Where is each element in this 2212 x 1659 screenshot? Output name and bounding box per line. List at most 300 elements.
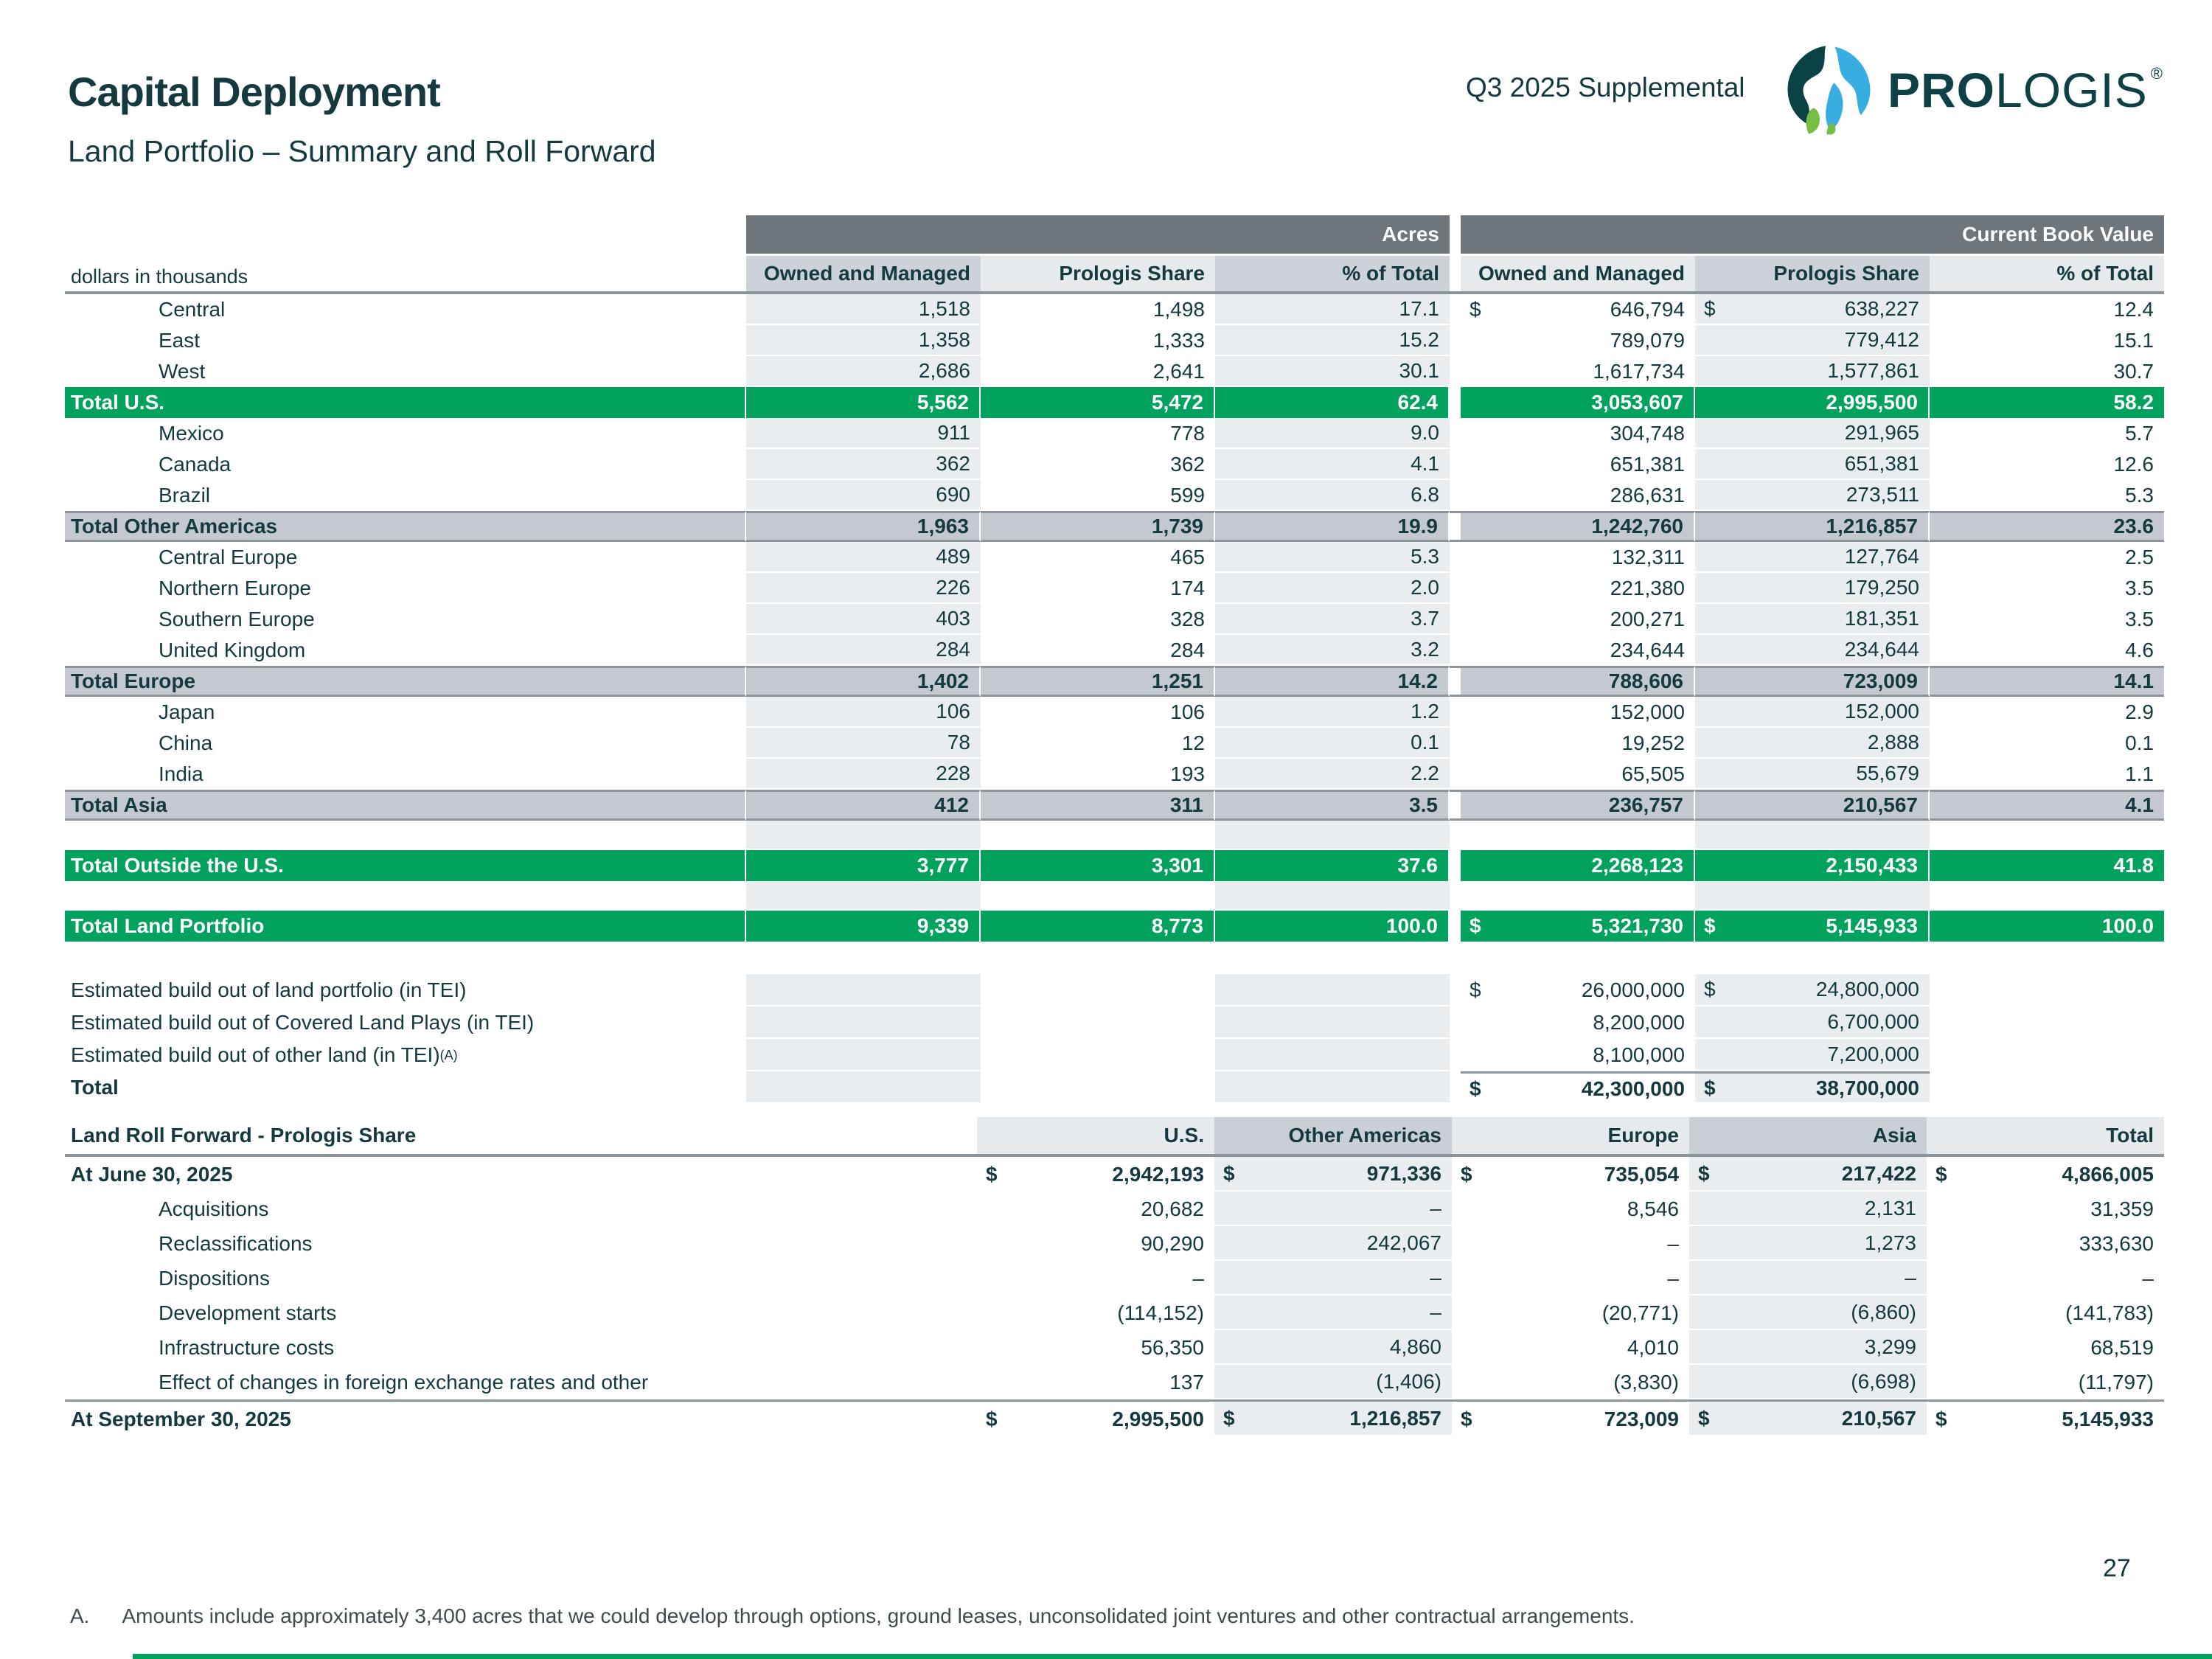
table-cell	[1461, 728, 1695, 759]
table-cell	[981, 511, 1215, 542]
table-row	[65, 480, 2164, 511]
table-cell	[1461, 635, 1695, 666]
table-cell	[1695, 881, 1930, 911]
table-cell	[1689, 1192, 1927, 1226]
cell-value: 273,511	[1846, 483, 1919, 506]
column-gap	[1450, 325, 1461, 356]
table-cell	[746, 790, 981, 821]
row-label: East	[159, 329, 201, 352]
cell-value: 2,995,500	[1826, 391, 1918, 414]
acres-group-header: Acres	[746, 215, 1450, 254]
table-cell	[1461, 480, 1695, 511]
table-cell	[1461, 850, 1695, 881]
dollar-sign: $	[1223, 1161, 1235, 1185]
table-cell	[1695, 850, 1930, 881]
cell-value: 1,402	[917, 669, 969, 692]
cell-value: 1,333	[1152, 329, 1205, 352]
table-cell	[1461, 697, 1695, 728]
cell-value: 100.0	[1385, 914, 1438, 937]
table-cell	[1695, 666, 1930, 697]
cell-value: 1,242,760	[1591, 515, 1683, 538]
dollar-sign: $	[1223, 1406, 1235, 1430]
table-cell	[1215, 1039, 1450, 1071]
table-cell	[981, 821, 1215, 850]
column-gap	[1450, 604, 1461, 635]
table-cell	[746, 821, 981, 850]
table-cell	[1927, 1295, 2164, 1330]
table-cell	[1215, 790, 1450, 821]
table-cell	[977, 1157, 1214, 1192]
cell-value: –	[1667, 1266, 1679, 1290]
cell-value: 228	[936, 762, 970, 785]
row-label: Northern Europe	[159, 577, 312, 599]
table-cell	[1461, 542, 1695, 573]
table-cell	[746, 449, 981, 480]
table-cell	[1452, 1192, 1689, 1226]
row-label-text: Estimated build out of Covered Land Plays (in TEI)	[71, 1011, 535, 1034]
dollar-sign: $	[1470, 298, 1481, 321]
column-gap	[1450, 215, 1461, 254]
table-cell	[746, 542, 981, 573]
table-cell	[981, 697, 1215, 728]
row-label: Estimated build out of other land (in TEI) (A)	[71, 1043, 458, 1066]
table-cell	[1461, 821, 1695, 850]
cell-value: 242,067	[1366, 1231, 1441, 1254]
table-cell	[1930, 974, 2164, 1006]
table-cell	[1215, 573, 1450, 604]
cell-value: 181,351	[1844, 607, 1919, 630]
table-cell	[1695, 728, 1930, 759]
cell-value: 26,000,000	[1581, 978, 1685, 1001]
table-cell	[1452, 1157, 1689, 1192]
table-cell	[1930, 821, 2164, 850]
table-cell	[1930, 1071, 2164, 1104]
table-cell	[1461, 1039, 1695, 1071]
cell-value: 2,686	[918, 359, 970, 382]
column-gap	[1450, 418, 1461, 449]
table-cell	[981, 542, 1215, 573]
table-cell	[746, 511, 981, 542]
column-header: Other Americas	[1214, 1117, 1452, 1154]
page-number: 27	[2103, 1554, 2131, 1582]
table-cell	[1215, 759, 1450, 790]
column-gap	[1450, 387, 1461, 418]
row-label-text: Estimated build out of other land (in TEI)	[71, 1043, 440, 1066]
table-row	[65, 790, 2164, 821]
cell-value: 31,359	[2090, 1197, 2154, 1220]
column-gap	[1450, 974, 1461, 1006]
row-label: Canada	[159, 453, 232, 476]
table-cell	[977, 1295, 1214, 1330]
cell-value: (1,406)	[1376, 1369, 1441, 1393]
wordmark-bold: PRO	[1888, 63, 1996, 117]
cell-value: 4,866,005	[2062, 1162, 2154, 1186]
dollar-sign: $	[1935, 1162, 1947, 1186]
table-cell	[1461, 325, 1695, 356]
cell-value: 3,301	[1151, 854, 1203, 877]
table-cell	[1930, 418, 2164, 449]
cell-value: 2,888	[1867, 731, 1919, 754]
cell-value: 4,010	[1627, 1335, 1679, 1359]
cell-value: 14.2	[1397, 669, 1438, 692]
cell-value: –	[1430, 1300, 1441, 1324]
supplemental-label: Q3 2025 Supplemental	[1466, 72, 1745, 102]
table-cell	[1695, 759, 1930, 790]
table-cell	[1461, 759, 1695, 790]
dollar-sign: $	[1470, 1077, 1481, 1100]
table-cell	[981, 728, 1215, 759]
table-cell	[1215, 666, 1450, 697]
table-cell	[1930, 697, 2164, 728]
cell-value: 234,644	[1610, 639, 1685, 661]
cell-value: 362	[1170, 453, 1205, 476]
column-gap	[1450, 635, 1461, 666]
dollar-sign: $	[1704, 1076, 1716, 1099]
table-row	[65, 511, 2164, 542]
table-row	[65, 1157, 2164, 1192]
table-cell	[1215, 542, 1450, 573]
cell-value: 2.0	[1411, 576, 1439, 599]
cell-value: (20,771)	[1601, 1301, 1679, 1324]
table-cell	[1695, 480, 1930, 511]
cell-value: 8,773	[1151, 914, 1203, 937]
cell-value: 15.1	[2113, 329, 2154, 352]
table-cell	[1452, 1330, 1689, 1365]
cell-value: 12	[1181, 731, 1205, 754]
cell-value: (3,830)	[1613, 1370, 1679, 1394]
table-cell	[977, 1330, 1214, 1365]
cell-value: 106	[1170, 700, 1205, 723]
table-cell	[1215, 511, 1450, 542]
dollar-sign: $	[1704, 914, 1716, 937]
cell-value: (11,797)	[2078, 1370, 2154, 1394]
table-cell	[981, 635, 1215, 666]
cell-value: –	[1430, 1196, 1441, 1220]
column-header: Owned and Managed	[746, 256, 981, 291]
cell-value: –	[2142, 1266, 2154, 1290]
column-gap	[1450, 850, 1461, 881]
cell-value: 5,562	[917, 391, 969, 414]
wordmark-light: LOGIS	[1995, 63, 2148, 117]
cell-value: 234,644	[1844, 638, 1919, 661]
table-cell	[1215, 974, 1450, 1006]
cell-value: 1,273	[1864, 1231, 1916, 1254]
table-cell	[1215, 356, 1450, 387]
table-cell	[1214, 1402, 1452, 1436]
table-cell	[981, 387, 1215, 418]
table-row	[65, 1365, 2164, 1399]
cell-value: 226	[936, 576, 970, 599]
table-cell	[1930, 850, 2164, 881]
cell-value: 3.5	[2125, 608, 2154, 630]
row-label: Total Other Americas	[65, 511, 746, 542]
row-label	[65, 1006, 746, 1039]
table-cell	[1930, 666, 2164, 697]
table-cell	[1452, 1295, 1689, 1330]
cell-value: 12.6	[2113, 453, 2154, 476]
cell-value: 210,567	[1843, 793, 1918, 816]
cell-value: –	[1192, 1266, 1204, 1290]
table-cell	[1452, 1365, 1689, 1399]
table-cell	[1930, 387, 2164, 418]
cell-value: 56,350	[1141, 1335, 1204, 1359]
cell-value: 2.9	[2125, 700, 2154, 723]
table-row	[65, 1192, 2164, 1226]
column-gap	[1450, 356, 1461, 387]
table-cell	[981, 759, 1215, 790]
table-cell	[1689, 1261, 1927, 1295]
cell-value: 5,145,933	[2062, 1407, 2154, 1430]
cell-value: 38,700,000	[1815, 1076, 1919, 1099]
cell-value: 465	[1170, 546, 1205, 568]
cell-value: 3,053,607	[1591, 391, 1683, 414]
table-cell	[1214, 1261, 1452, 1295]
table-row	[65, 1330, 2164, 1365]
column-header: % of Total	[1930, 256, 2164, 291]
column-gap	[1450, 511, 1461, 542]
table-cell	[1214, 1330, 1452, 1365]
table-row	[65, 850, 2164, 881]
table-row	[65, 387, 2164, 418]
table-row	[65, 449, 2164, 480]
row-label: China	[159, 731, 213, 754]
row-label: West	[159, 360, 206, 383]
buildout-row	[65, 974, 2164, 1006]
column-header: U.S.	[977, 1117, 1214, 1154]
column-gap	[1450, 1006, 1461, 1039]
table-cell	[1695, 635, 1930, 666]
table-cell	[1930, 542, 2164, 573]
row-label: Total Europe	[65, 666, 746, 697]
cell-value: 1,498	[1152, 298, 1205, 321]
cell-value: 291,965	[1844, 421, 1919, 444]
cell-value: 30.7	[2113, 360, 2154, 383]
column-gap	[1450, 759, 1461, 790]
table-cell	[746, 1006, 981, 1039]
cell-value: 971,336	[1366, 1161, 1441, 1185]
table-cell	[1689, 1402, 1927, 1436]
cell-value: (114,152)	[1117, 1301, 1204, 1324]
cell-value: 1,251	[1151, 669, 1203, 692]
table-row	[65, 418, 2164, 449]
table-cell	[1461, 418, 1695, 449]
table-cell	[1461, 974, 1695, 1006]
cell-value: 5,472	[1151, 391, 1203, 414]
table-cell	[1695, 1071, 1930, 1104]
cell-value: 286,631	[1610, 484, 1685, 507]
cell-value: 1,617,734	[1593, 360, 1685, 383]
bottom-accent-bar	[133, 1654, 2212, 1659]
table-row	[65, 1261, 2164, 1295]
cell-value: 90,290	[1141, 1231, 1204, 1255]
table-cell	[1215, 635, 1450, 666]
table-cell	[1461, 666, 1695, 697]
cell-value: 3.7	[1411, 607, 1439, 630]
cell-value: 789,079	[1610, 329, 1685, 352]
cell-value: 127,764	[1844, 545, 1919, 568]
table-row	[65, 573, 2164, 604]
cell-value: 8,546	[1627, 1197, 1679, 1220]
column-gap	[1450, 911, 1461, 942]
cell-value: 137	[1169, 1370, 1204, 1394]
row-label-text: Estimated build out of land portfolio (in TEI)	[71, 978, 467, 1001]
table-cell	[1930, 790, 2164, 821]
row-label: Mexico	[159, 422, 224, 445]
table-cell	[981, 356, 1215, 387]
table-cell	[1215, 911, 1450, 942]
table-row	[65, 1295, 2164, 1330]
table-cell	[1215, 418, 1450, 449]
cell-value: 23.6	[2113, 515, 2154, 538]
table-cell	[1215, 1006, 1450, 1039]
table-cell	[981, 418, 1215, 449]
cell-value: 778	[1170, 422, 1205, 445]
table-cell	[1930, 325, 2164, 356]
table-cell	[746, 294, 981, 325]
column-header: Owned and Managed	[1461, 256, 1695, 291]
table-cell	[977, 1365, 1214, 1399]
cell-value: 106	[936, 700, 970, 723]
table-cell	[1930, 728, 2164, 759]
table-row	[65, 759, 2164, 790]
cell-value: 362	[936, 452, 970, 475]
table-cell	[1215, 850, 1450, 881]
cell-value: 911	[937, 421, 970, 444]
table-cell	[1695, 356, 1930, 387]
buildout-section	[65, 974, 2164, 1104]
table-row	[65, 356, 2164, 387]
table-cell	[1214, 1192, 1452, 1226]
dollar-sign: $	[1698, 1406, 1710, 1430]
cell-value: 4,860	[1389, 1335, 1441, 1358]
row-label: Infrastructure costs	[159, 1335, 335, 1359]
content-area	[65, 215, 2164, 1436]
cell-value: 2.5	[2125, 546, 2154, 568]
table-group-header-row	[65, 215, 2164, 254]
table-cell	[1927, 1192, 2164, 1226]
table-cell	[1930, 294, 2164, 325]
table-cell	[1215, 728, 1450, 759]
cell-value: 4.1	[1411, 452, 1439, 475]
cell-value: (6,698)	[1851, 1369, 1916, 1393]
cell-value: 132,311	[1611, 546, 1685, 568]
table-cell	[1695, 911, 1930, 942]
cell-value: (6,860)	[1851, 1300, 1916, 1324]
table-cell	[746, 1039, 981, 1071]
table-cell	[1461, 881, 1695, 911]
table-cell	[981, 604, 1215, 635]
table-cell	[1695, 325, 1930, 356]
table-cell	[1695, 974, 1930, 1006]
table-cell	[981, 974, 1215, 1006]
cell-value: 3.5	[2125, 577, 2154, 599]
units-note: dollars in thousands	[71, 265, 248, 288]
cell-value: 78	[947, 731, 970, 754]
table-cell	[1695, 697, 1930, 728]
table-cell	[977, 1226, 1214, 1261]
table-cell	[977, 1261, 1214, 1295]
cell-value: 5.3	[2125, 484, 2154, 507]
cell-value: 179,250	[1844, 576, 1919, 599]
globe-icon	[1784, 45, 1874, 135]
land-rollforward-table	[65, 1117, 2164, 1436]
table-cell	[1461, 294, 1695, 325]
table-cell	[1215, 881, 1450, 911]
table-cell	[981, 573, 1215, 604]
cell-value: 1,216,857	[1349, 1406, 1441, 1430]
cell-value: 1,358	[918, 328, 970, 351]
table-cell	[1461, 511, 1695, 542]
cell-value: 100.0	[2101, 914, 2154, 937]
cell-value: 5.3	[1411, 545, 1439, 568]
table-cell	[746, 881, 981, 911]
table-cell	[1461, 1006, 1695, 1039]
dollar-sign: $	[1470, 978, 1481, 1001]
table-cell	[746, 418, 981, 449]
table-cell	[1930, 449, 2164, 480]
spacer-row	[65, 821, 2164, 850]
cell-value: 333,630	[2079, 1231, 2154, 1255]
cell-value: 20,682	[1141, 1197, 1204, 1220]
cell-value: 779,412	[1844, 328, 1919, 351]
cell-value: 152,000	[1610, 700, 1685, 723]
footnote-marker: A.	[70, 1604, 90, 1627]
table-cell	[1927, 1261, 2164, 1295]
table-cell	[1927, 1226, 2164, 1261]
row-label: United Kingdom	[159, 639, 306, 661]
table-row	[65, 635, 2164, 666]
cell-value: 62.4	[1397, 391, 1438, 414]
column-gap	[1450, 542, 1461, 573]
cell-value: 5,321,730	[1591, 914, 1683, 937]
table-cell	[1452, 1402, 1689, 1436]
row-label: Central	[159, 298, 226, 321]
cell-value: –	[1667, 1231, 1679, 1255]
row-label: Acquisitions	[159, 1197, 269, 1220]
cell-value: 1,739	[1151, 515, 1203, 538]
table-cell	[1930, 759, 2164, 790]
cell-value: 19,252	[1621, 731, 1685, 754]
table-cell	[1930, 1039, 2164, 1071]
cell-value: 152,000	[1844, 700, 1919, 723]
cell-value: 8,200,000	[1593, 1011, 1685, 1034]
book-value-group-header: Current Book Value	[1461, 215, 2164, 254]
cell-value: 1,963	[917, 515, 969, 538]
column-gap	[1450, 666, 1461, 697]
table-cell	[746, 635, 981, 666]
column-gap	[1450, 480, 1461, 511]
cell-value: 55,679	[1856, 762, 1919, 785]
table-cell	[1930, 1006, 2164, 1039]
cell-value: 200,271	[1610, 608, 1685, 630]
table-cell	[1461, 573, 1695, 604]
cell-value: 2,268,123	[1591, 854, 1683, 877]
table-cell	[1927, 1330, 2164, 1365]
row-label: India	[159, 762, 204, 785]
cell-value: 599	[1170, 484, 1205, 507]
cell-value: (141,783)	[2065, 1301, 2154, 1324]
row-label-text: Total	[71, 1076, 119, 1099]
cell-value: 1.2	[1411, 700, 1439, 723]
cell-value: 6.8	[1411, 483, 1439, 506]
table-cell	[1927, 1402, 2164, 1436]
cell-value: 2,641	[1152, 360, 1205, 383]
table-cell	[746, 911, 981, 942]
row-label: Brazil	[159, 484, 211, 507]
table-cell	[981, 666, 1215, 697]
table-cell	[1461, 449, 1695, 480]
buildout-row	[65, 1039, 2164, 1071]
